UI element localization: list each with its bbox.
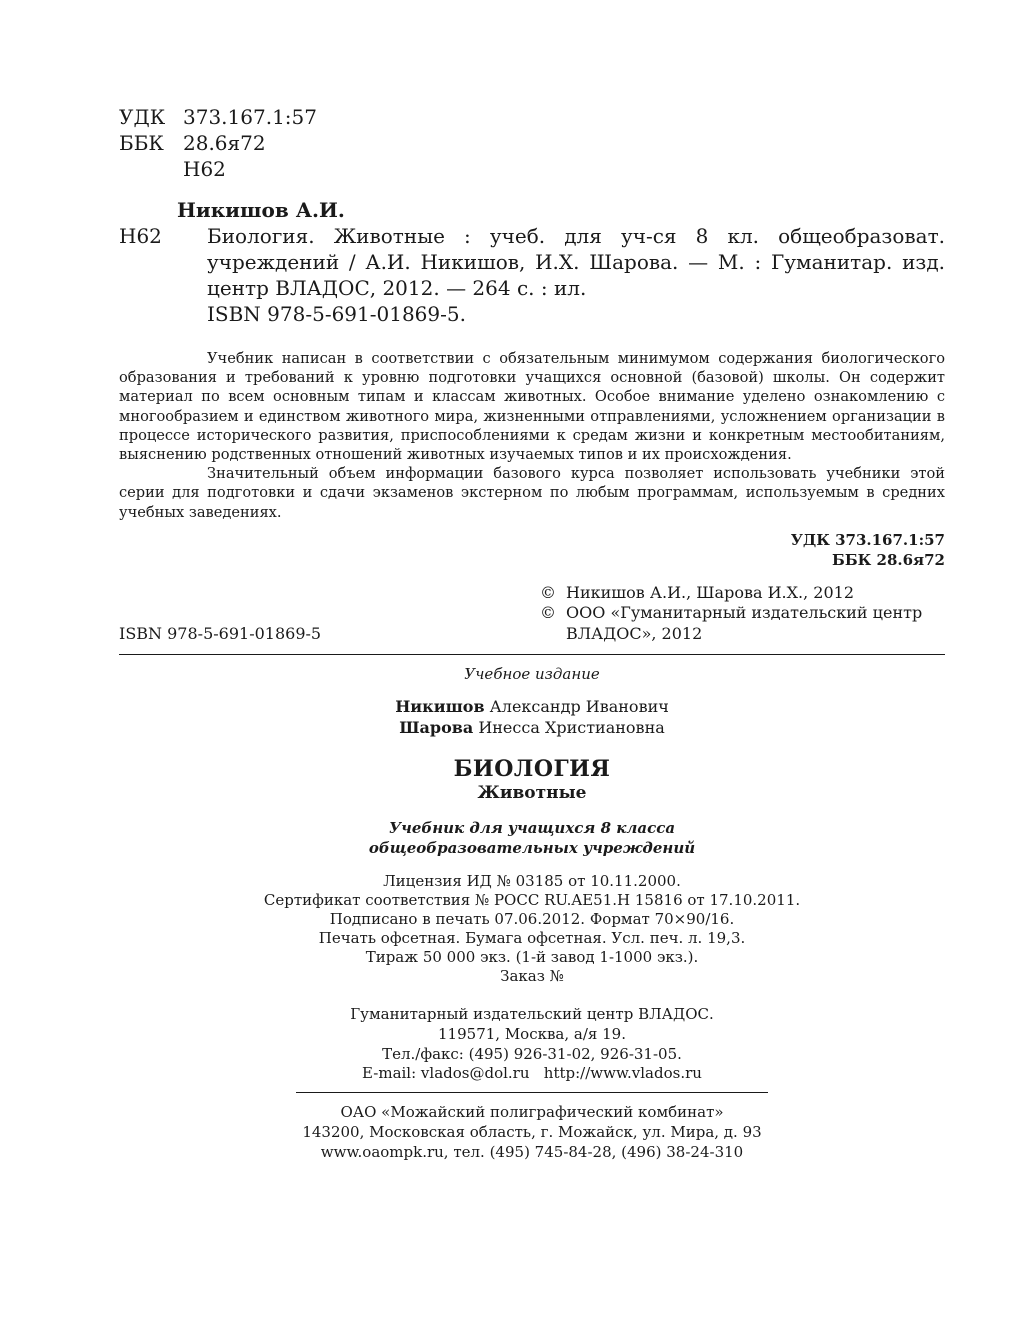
imprint-section [119,664,945,1162]
catalog-header [119,104,945,182]
copyright-publisher: ООО «Гуманитарный издательский центр [566,603,923,623]
udk-row [119,104,945,130]
copyright-isbn: ISBN 978-5-691-01869-5 [119,623,322,643]
author-name: Инесса Христиановна [478,718,665,738]
print-info-line: Сертификат соответствия № РОСС RU.AE51.H 15816 от 17.10.2011. [263,891,801,910]
author-code: Н62 [183,157,226,181]
print-info-line: Лицензия ИД № 03185 от 10.11.2000. [383,872,681,891]
print-info-line: Печать офсетная. Бумага офсетная. Усл. печ. л. 19,3. [318,929,746,948]
author-surname: Шарова [399,718,474,738]
copyright-symbol: © [540,582,556,602]
divider [119,654,945,655]
publisher-line: 119571, Москва, а/я 19. [438,1025,626,1044]
copyright-line-publisher-cont [540,624,945,645]
udk-label: УДК [119,105,166,129]
authors-list [119,696,945,738]
publisher-line: Тел./факс: (495) 926-31-02, 926-31-05. [382,1044,682,1063]
printer-info [119,1103,945,1162]
descriptor-line: общеобразовательных учреждений [368,839,696,858]
copyright-symbol: © [540,603,556,623]
bbk-value: 28.6я72 [183,131,266,155]
divider [296,1092,768,1093]
copyright-publisher-cont: ВЛАДОС», 2012 [566,623,703,643]
book-descriptor [119,818,945,858]
record-text: Биология. Животные : учеб. для уч-ся 8 кл. общеобразоват. учреждений / А.И. Никишов, И.Х. Шарова. — М. : Гуманитар. изд. центр ВЛАДОС, 2012. — 264 с. : ил. [207,224,945,300]
copyright-line-authors [540,583,945,604]
copyright-block [540,583,945,645]
printer-line: ОАО «Можайский полиграфический комбинат» [340,1103,724,1122]
catalog-record [119,197,945,327]
publisher-line: E-mail: vlados@dol.ru http://www.vlados.ru [362,1064,702,1083]
author-line [119,717,945,738]
printer-line: 143200, Московская область, г. Можайск, ул. Мира, д. 93 [302,1122,762,1141]
print-info-line: Тираж 50 000 экз. (1-й завод 1-1000 экз.). [365,948,699,967]
udk-value: 373.167.1:57 [183,105,317,129]
publisher-info [119,1005,945,1084]
edition-type: Учебное издание [464,665,600,684]
copyright-row [119,583,945,645]
descriptor-line: Учебник для учащихся 8 класса [388,819,676,838]
copyright-line-publisher [540,603,945,624]
bbk-row [119,130,945,156]
record-code: Н62 [119,224,162,248]
printer-line: www.oaompk.ru, тел. (495) 745-84-28, (496) 38-24-310 [320,1142,744,1161]
author-line [119,696,945,717]
book-title: БИОЛОГИЯ [453,756,611,783]
publisher-line: Гуманитарный издательский центр ВЛАДОС. [350,1005,714,1024]
annotation-paragraph: Значительный объем информации базового курса позволяет использовать учебники этой серии для подготовки и сдачи экзаменов экстерном по любым программам, используемым в средних учебных заведениях. [119,465,945,521]
record-body [119,223,945,301]
classification-udk: УДК 373.167.1:57 [790,530,945,549]
annotation-paragraph: Учебник написан в соответствии с обязательным минимумом содержания биологического образования и требований к уровню подготовки учащихся основной (базовой) школы. Он содержит материал по всем основным типам и классам животных. Особое внимание уделено ознакомлению с многообразием и единством животного мира, жизненными отправлениями, усложнением организации в процессе исторического развития, приспособлениями к средам жизни и конкретным местообитаниям, выяснению родственных отношений животных изучаемых типов и их происхождения. [119,350,945,464]
print-info-line: Подписано в печать 07.06.2012. Формат 70×90/16. [329,910,735,929]
print-info [119,872,945,986]
book-imprint-page [119,104,945,1162]
classification-bbk: ББК 28.6я72 [832,550,945,569]
author-name: Александр Иванович [489,697,669,717]
bbk-label: ББК [119,131,164,155]
print-info-line: Заказ № [500,967,564,986]
book-subtitle: Животные [477,783,587,804]
copyright-authors: Никишов А.И., Шарова И.Х., 2012 [566,582,855,602]
classification-codes [119,530,945,570]
record-isbn: ISBN 978-5-691-01869-5. [207,302,466,326]
annotation [119,349,945,522]
record-author: Никишов А.И. [177,198,345,222]
author-surname: Никишов [395,697,485,717]
